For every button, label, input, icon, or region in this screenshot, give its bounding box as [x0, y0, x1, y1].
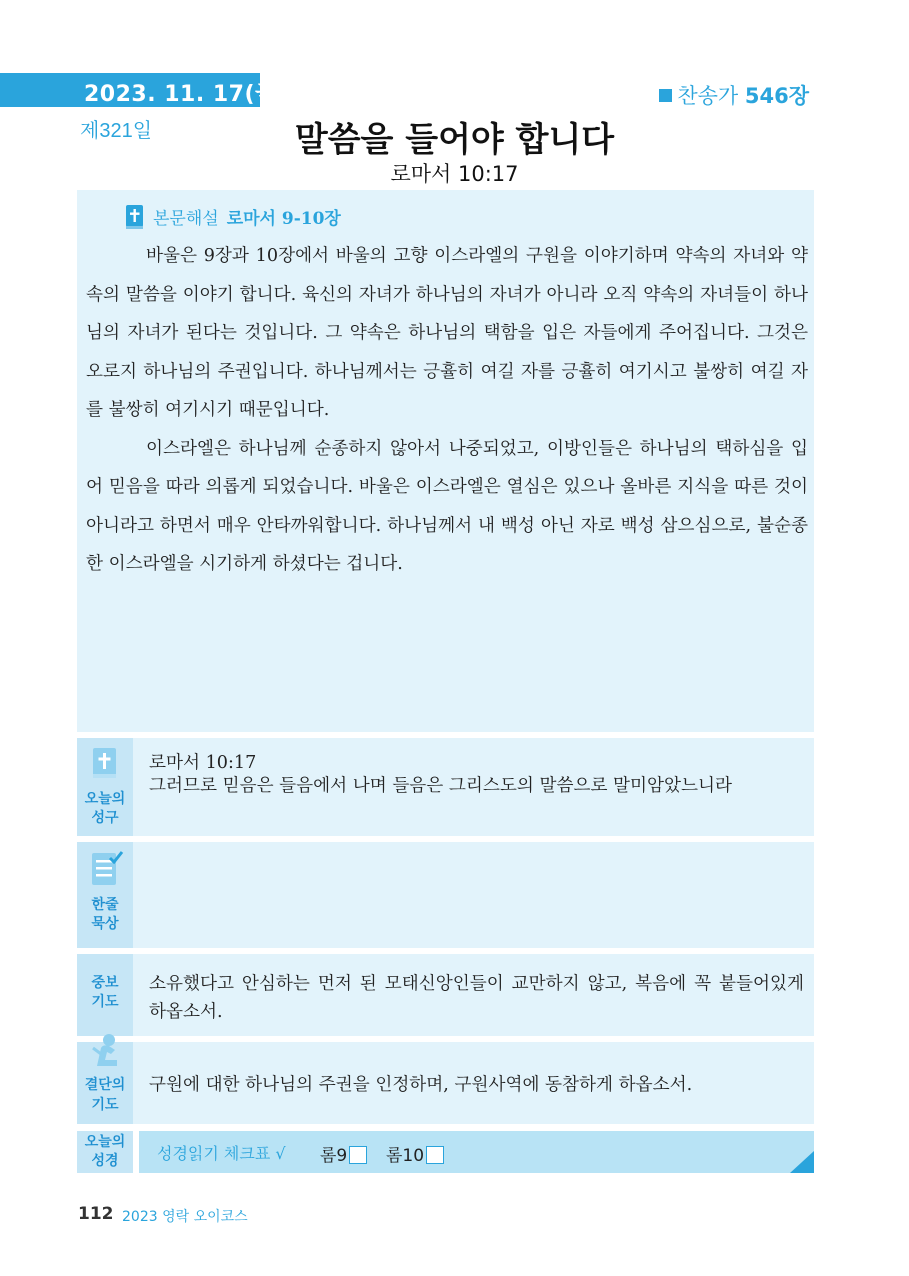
square-bullet-icon: [659, 89, 672, 102]
checklist-icon: [88, 848, 124, 888]
corner-triangle-icon: [790, 1151, 814, 1173]
verse-label-2: 성구: [91, 810, 119, 826]
commentary-body: [86, 237, 808, 584]
praying-person-icon: [89, 1032, 123, 1068]
checklist-label-2: 성경: [91, 1153, 119, 1169]
verse-content: [149, 752, 804, 798]
checklist-label-cell: [77, 1131, 133, 1173]
checklist-item-label: 롬9: [320, 1146, 348, 1166]
resolution-label-1: 결단의: [84, 1077, 126, 1093]
hymn-label: [659, 80, 809, 110]
verse-reference: 로마서 10:17: [149, 753, 257, 773]
verse-label-1: 오늘의: [84, 791, 126, 807]
intercession-label-2: 기도: [91, 994, 119, 1010]
intercession-row: [77, 954, 814, 1036]
day-count: 제321일: [80, 120, 153, 142]
verse-row: [77, 738, 814, 836]
intercession-label-cell: [77, 954, 133, 1036]
intercession-text: 소유했다고 안심하는 먼저 된 모태신앙인들이 교만하지 않고, 복음에 꼭 붙들어있게 하옵소서.: [149, 974, 804, 1022]
meditation-label-1: 한줄: [91, 897, 119, 913]
resolution-label-cell: [77, 1042, 133, 1124]
checkbox[interactable]: [349, 1146, 367, 1164]
checklist-item-label: 롬10: [386, 1146, 425, 1166]
checklist-title-text: 성경읽기 체크표: [157, 1144, 271, 1163]
title-reference: 로마서 10:17: [390, 162, 519, 186]
check-mark-icon: √: [275, 1144, 286, 1163]
bible-icon: [90, 746, 120, 780]
verse-text: 그러므로 믿음은 들음에서 나며 들음은 그리스도의 말씀으로 말미암았느니라: [149, 776, 733, 796]
commentary-heading: [125, 204, 341, 230]
intercession-label-1: 중보: [91, 975, 119, 991]
checklist-label-1: 오늘의: [84, 1134, 126, 1150]
date: 2023. 11. 17(금): [84, 82, 288, 107]
checklist-item-rom10[interactable]: [386, 1141, 444, 1166]
resolution-text: 구원에 대한 하나님의 주권을 인정하며, 구원사역에 동참하게 하옵소서.: [149, 1075, 693, 1095]
commentary-paragraph: 바울은 9장과 10장에서 바울의 고향 이스라엘의 구원을 이야기하며 약속의 자녀와 약속의 말씀을 이야기 합니다. 육신의 자녀가 하나님의 자녀가 아니라 오직 약속의 자녀들이 하나님의 자녀가 된다는 것입니다. 그 약속은 하나님의 택함을 입은 자들에게 주어집니다. 그것은 오로지 하나님의 주권입니다. 하나님께서는 긍휼히 여길 자를 긍휼히 여기시고 불쌍히 여길 자를 불쌍히 여기시기 때문입니다.: [86, 246, 808, 420]
resolution-label-2: 기도: [91, 1097, 119, 1113]
commentary-label: 본문해설: [153, 209, 219, 229]
checkbox[interactable]: [426, 1146, 444, 1164]
hymn-prefix: 찬송가: [677, 84, 739, 108]
page-number: 112: [78, 1204, 114, 1224]
hymn-number: 546장: [744, 84, 809, 108]
resolution-row: [77, 1042, 814, 1124]
bible-icon: [125, 204, 145, 230]
meditation-label-2: 묵상: [91, 916, 119, 932]
checklist-title: [157, 1141, 286, 1164]
footer-text: 2023 영락 오이코스: [122, 1209, 248, 1225]
reading-checklist-row: [77, 1131, 814, 1173]
meditation-row: [77, 842, 814, 948]
meditation-label-cell: [77, 842, 133, 948]
page-title: 말씀을 들어야 합니다: [294, 120, 615, 160]
verse-label-cell: [77, 738, 133, 836]
checklist-item-rom9[interactable]: [320, 1141, 367, 1166]
commentary-passage: 로마서 9-10장: [226, 209, 341, 229]
commentary-paragraph: 이스라엘은 하나님께 순종하지 않아서 나중되었고, 이방인들은 하나님의 택하심을 입어 믿음을 따라 의롭게 되었습니다. 바울은 이스라엘은 열심은 있으나 올바른 지식을 따른 것이 아니라고 하면서 매우 안타까워합니다. 하나님께서 내 백성 아닌 자로 백성 삼으심으로, 불순종한 이스라엘을 시기하게 하셨다는 겁니다.: [86, 438, 808, 574]
